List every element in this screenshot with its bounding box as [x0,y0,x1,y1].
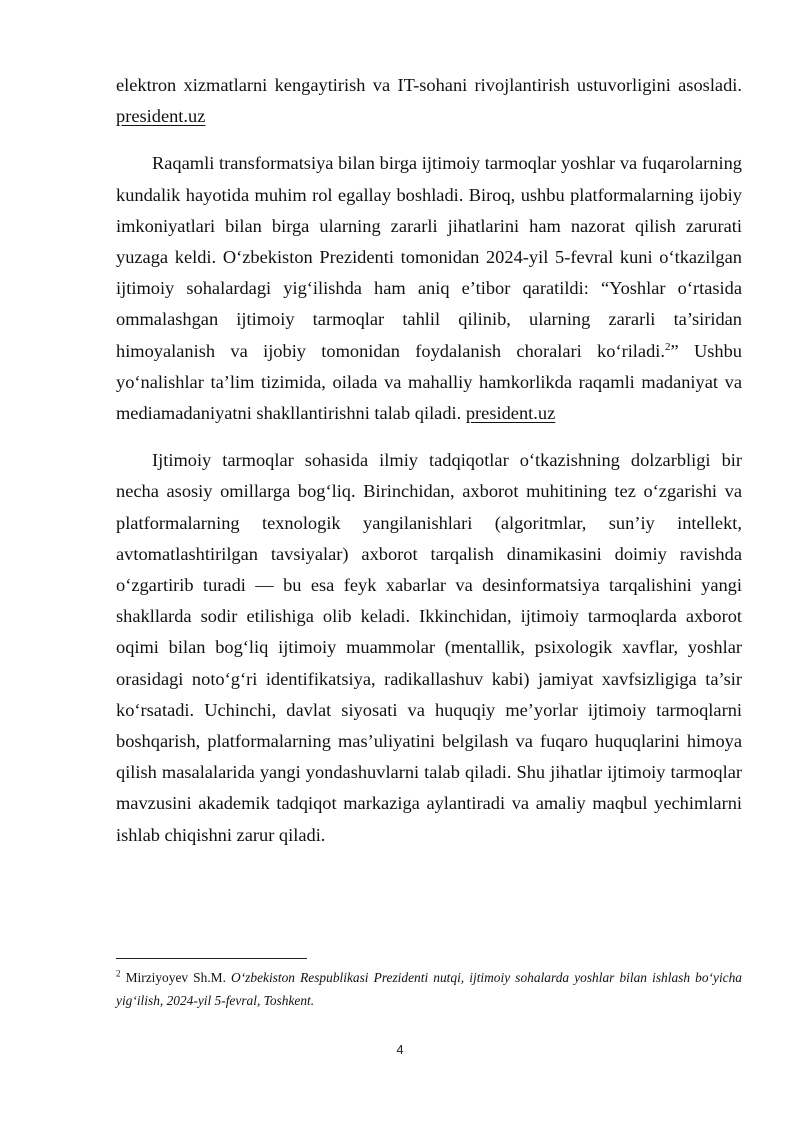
footnote-reference[interactable]: 2 [664,340,671,353]
page-number: 4 [396,1042,404,1057]
paragraph-text: Raqamli transformatsiya bilan birga ijtimoiy tarmoqlar yoshlar va fuqarolarning kundalik hayotida muhim rol egallay boshladi. Biroq, ushbu platformalarning ijobiy imkoniyatlari bilan birga ularning zararli jihatlarini ham nazorat qilish zarurati yuzaga keldi. O‘zbekiston Prezidenti tomonidan 2024-yil 5-fevral kuni o‘tkazilgan ijtimoiy sohalardagi yig‘ilishda ham aniq e’tibor qaratildi: “Yoshlar o‘rtasida ommalashgan ijtimoiy tarmoqlar tahlil qilinib, ularning zararli ta’siridan himoyalanish va ijobiy tomonidan foydalanish choralari ko‘riladi. [116,153,742,361]
document-body [116,70,742,867]
source-link-president-uz[interactable]: president.uz [116,106,206,127]
paragraph-intro-continuation [116,70,742,132]
paragraph-text-after: Ushbu yo‘nalishlar ta’lim tizimida, oilada va mahalliy hamkorlikda raqamli madaniyat va mediamadaniyatni shakllantirishni talab qiladi. [116,340,742,424]
paragraph-text: elektron xizmatlarni kengaytirish va IT-sohani rivojlantirish ustuvorligini asosladi. [116,75,742,95]
footnote-separator [116,958,307,959]
footnote-number: 2 [116,968,121,979]
quote-close-mark: ” [670,340,679,361]
footnote-title: O‘zbekiston Respublikasi Prezidenti nutqi, ijtimoiy sohalarda yoshlar bilan ishlash bo‘yicha yig‘ilish, 2024-yil 5-fevral, Toshkent. [116,970,742,1008]
paragraph-social-networks [116,148,742,429]
footnote-author: Mirziyoyev Sh.M. [120,970,232,985]
source-link-president-uz[interactable]: president.uz [465,403,556,424]
paragraph-research-relevance [116,445,742,851]
footnote [116,966,742,1012]
paragraph-text: Ijtimoiy tarmoqlar sohasida ilmiy tadqiqotlar o‘tkazishning dolzarbligi bir necha asosiy omillarga bog‘liq. Birinchidan, axborot muhitining tez o‘zgarishi va platformalarning texnologik yangilanishlari (algoritmlar, sun’iy intellekt, avtomatlashtirilgan tavsiyalar) axborot tarqalish dinamikasini doimiy ravishda o‘zgartirib turadi — bu esa feyk xabarlar va desinformatsiya tarqalishini yangi shakllarda sodir etilishiga olib keladi. Ikkinchidan, ijtimoiy tarmoqlarda axborot oqimi bilan bog‘liq ijtimoiy muammolar (mentallik, psixologik xavflar, yoshlar orasidagi noto‘g‘ri identifikatsiya, radikallashuv kabi) jamiyat xavfsizligiga ta’sir ko‘rsatadi. Uchinchi, davlat siyosati va huquqiy me’yorlar ijtimoiy tarmoqlarni boshqarish, platformalarning mas’uliyatini belgilash va fuqaro huquqlarini himoya qilish masalalarida yangi yondashuvlarni talab qiladi. Shu jihatlar ijtimoiy tarmoqlar mavzusini akademik tadqiqot markaziga aylantiradi va amaliy maqbul yechimlarni ishlab chiqishni zarur qiladi. [116,450,742,845]
